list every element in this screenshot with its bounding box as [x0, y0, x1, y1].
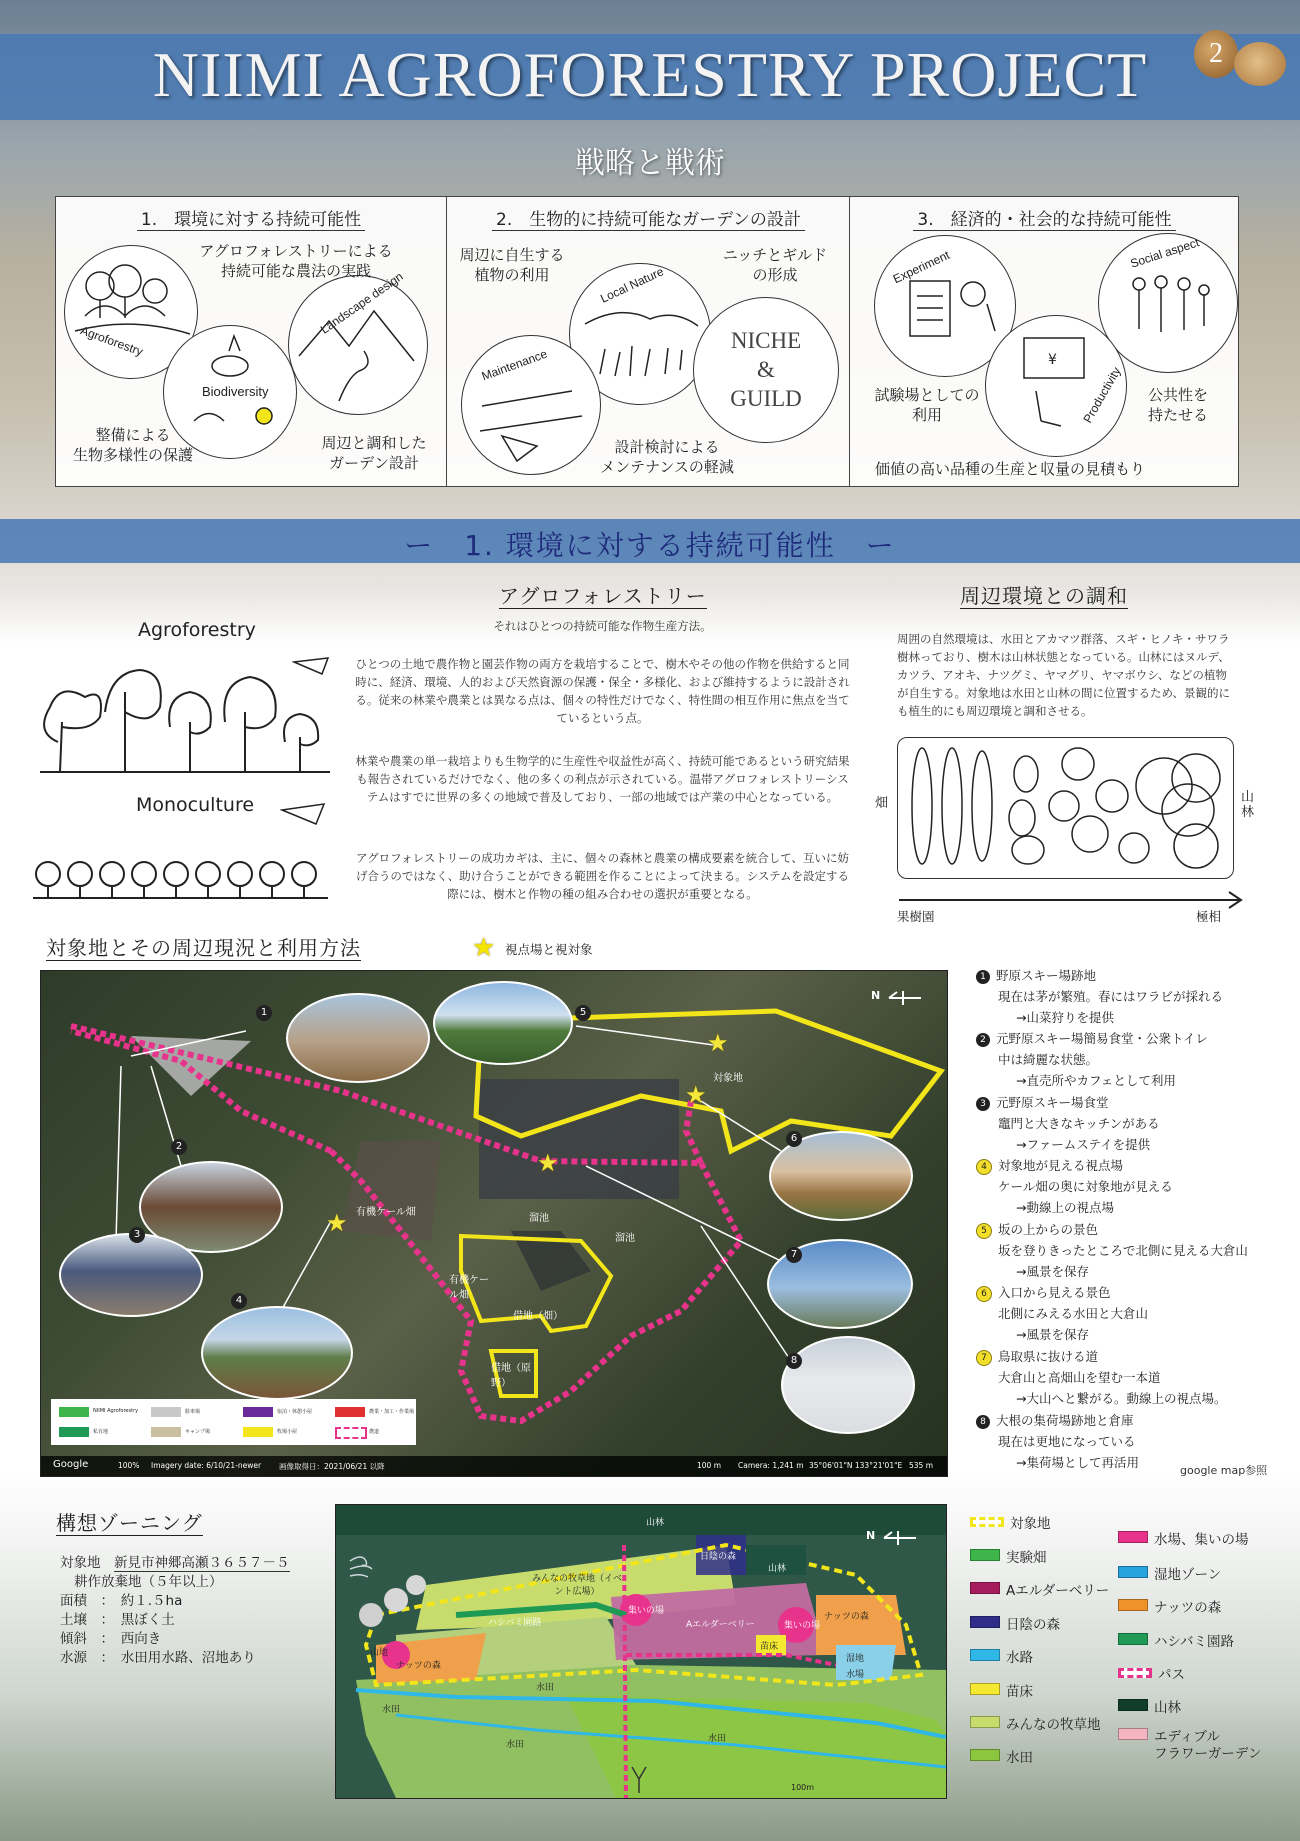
legend-item: エディブル フラワーガーデン	[1118, 1728, 1261, 1763]
caption-experiment: 試験場としての 利用	[874, 386, 980, 424]
zone-label: 山地	[370, 1648, 389, 1658]
marker-7: 7	[786, 1247, 802, 1263]
map-label-target: 対象地	[713, 1073, 743, 1084]
legend-label: NIIMI Agroforestry	[93, 1408, 139, 1414]
monoculture-label: Monoculture	[136, 794, 255, 816]
strategy-panel	[55, 196, 1239, 487]
star-icon: ★	[537, 1149, 559, 1177]
label-social-aspect: Social aspect	[1128, 235, 1201, 271]
legend-label: 駐車場	[185, 1409, 201, 1415]
label-biodiversity: Biodiversity	[202, 384, 269, 399]
legend-item: 日陰の森	[970, 1613, 1060, 1633]
strategy-column-economic	[849, 197, 1239, 486]
site-list-item: 1 野原スキー場跡地 現在は茅が繁殖。春にはワラビが採れる →山菜狩りを提供	[976, 965, 1223, 1028]
legend-label: 私有地	[93, 1429, 109, 1435]
site-list-item: 5 坂の上からの景色 坂を登りきったところで北側に見える大倉山 →風景を保存	[976, 1219, 1248, 1282]
caption-public: 公共性を 持たせる	[1147, 386, 1208, 424]
zone-label: ナッツの森	[396, 1661, 441, 1671]
site-aerial-map[interactable]	[40, 970, 948, 1477]
axis-climax: 極相	[1196, 909, 1222, 924]
photo-8[interactable]	[781, 1336, 915, 1434]
legend-swatch	[335, 1407, 365, 1417]
legend-item: 山林	[1118, 1696, 1181, 1716]
marker-3: 3	[129, 1227, 145, 1243]
zone-label: 湿地	[846, 1654, 865, 1664]
agroforestry-paragraph: ひとつの土地で農作物と園芸作物の両方を栽培することで、樹木やその他の作物を供給すると同時に、経済、環境、人的および天然資源の保護・保全・多様化、および維持するように設計される。従来の林業や農業とは異なる点は、個々の特性だけでなく、特性間の相互作用に焦点を当てているという点。	[355, 657, 850, 725]
zone-label: 山林	[768, 1564, 787, 1574]
label-maintenance: Maintenance	[479, 346, 550, 384]
caption-landscape: 周辺と調和した ガーデン設計	[321, 434, 427, 472]
photo-3[interactable]	[59, 1233, 203, 1317]
section-title: ー 1. 環境に対する持続可能性 ー	[404, 529, 896, 562]
agroforestry-paragraph: 林業や農業の単一栽培よりも生物学的に生産性や収益性が高く、持続可能であるという研究結果も報告されているだけでなく、他の多くの利点が示されている。温帯アグロフォレストリーシステムはすでに世界の多くの地域で普及しており、一部の地域では产業の中心となっている。	[355, 754, 850, 804]
caption-biodiversity: 整備による 生物多様性の保護	[72, 426, 193, 464]
page-title: NIIMI AGROFORESTRY PROJECT	[152, 39, 1148, 110]
legend-label: キャンプ場	[185, 1429, 211, 1435]
legend-item: ナッツの森	[1118, 1596, 1221, 1616]
legend-item: 対象地	[970, 1512, 1051, 1532]
marker-5: 5	[575, 1005, 591, 1021]
map-label-field: 借地（畑）	[513, 1311, 563, 1322]
succession-diagram	[898, 738, 1233, 878]
label-forest: 山林	[1241, 790, 1255, 820]
svg-text:¥: ¥	[1048, 352, 1057, 368]
site-list-item: 4 対象地が見える視点場 ケール畑の奥に対象地が見える →動線上の視点場	[976, 1155, 1173, 1218]
sun-icon	[292, 656, 332, 682]
column-heading: 3. 経済的・社会的な持続可能性	[913, 210, 1175, 231]
label-landscape-design: Landscape design	[317, 269, 406, 337]
north-arrow-icon	[887, 989, 923, 1007]
map-label-pond: 溜池	[615, 1233, 635, 1244]
legend-swatch	[243, 1427, 273, 1437]
zone-label: 日陰の森	[700, 1552, 737, 1562]
niche-guild-circle	[693, 297, 839, 443]
zone-label: 山林	[646, 1518, 665, 1528]
caption-productivity: 価値の高い品種の生産と収量の見積もり	[874, 460, 1145, 478]
marker-2: 2	[171, 1139, 187, 1155]
harmony-diagram	[897, 737, 1234, 879]
monoculture-trees-icon	[28, 856, 333, 904]
column-heading: 2. 生物的に持続可能なガーデンの設計	[492, 210, 805, 231]
caption-agroforestry: アグロフォレストリーによる 持続可能な農法の実践	[199, 242, 393, 280]
legend-label: 農道	[369, 1429, 380, 1435]
agroforestry-heading: アグロフォレストリー	[499, 584, 707, 608]
legend-item: 水場、集いの場	[1118, 1528, 1249, 1548]
legend-item: 苗床	[970, 1680, 1033, 1700]
legend-item: 水田	[970, 1746, 1033, 1766]
agroforestry-lead: それはひとつの持続可能な作物生産方法。	[493, 619, 712, 633]
star-icon: ★	[707, 1029, 729, 1057]
zone-label: 水場	[846, 1670, 865, 1680]
map-label-kale: 有機ケール畑	[356, 1207, 416, 1218]
caption-maintenance: 設計検討による メンテナンスの軽減	[600, 438, 734, 476]
agroforestry-paragraph: アグロフォレストリーの成功カギは、主に、個々の森林と農業の構成要素を統合して、互いに妨げ合うのではなく、助け合うことができる範囲を作ることによって決まる。システムを設定する際には、樹木と作物の種の組み合わせの選択が重要となる。	[355, 851, 850, 901]
zone-label: 集いの場	[628, 1606, 665, 1616]
star-legend-label: 視点場と視対象	[505, 942, 593, 957]
legend-label: 牧場小屋	[277, 1429, 298, 1435]
zone-label: ハシバミ園路	[488, 1618, 542, 1628]
caption-niche: ニッチとギルド の形成	[722, 246, 828, 284]
marker-6: 6	[786, 1131, 802, 1147]
legend-swatch	[335, 1427, 367, 1439]
map-legend	[51, 1399, 416, 1445]
site-list-item: 7 鳥取県に抜ける道 大倉山と高畑山を望む一本道 →大山へと繋がる。動線上の視点場。	[976, 1346, 1226, 1409]
zone-label: みんなの牧草地（イベント広場）	[532, 1574, 623, 1597]
legend-item: パス	[1118, 1663, 1185, 1683]
zone-label: 水田	[382, 1705, 401, 1715]
caption-local-plants: 周辺に自生する 植物の利用	[459, 246, 565, 284]
north-arrow-icon	[882, 1529, 918, 1547]
strategy-column-garden	[446, 197, 850, 486]
north-label: N	[866, 1529, 876, 1542]
landscape-illustration	[288, 269, 428, 415]
zone-label: Aエルダーベリー	[686, 1620, 755, 1630]
legend-item: 水路	[970, 1646, 1033, 1666]
legend-swatch	[151, 1427, 181, 1437]
site-list-item: 3 元野原スキー場食堂 竈門と大きなキッチンがある →ファームステイを提供	[976, 1092, 1160, 1155]
zone-label: 苗床	[760, 1642, 779, 1652]
star-icon: ★	[472, 933, 496, 963]
zone-label: 集いの場	[784, 1621, 821, 1631]
site-heading: 対象地とその周辺現況と利用方法	[46, 936, 361, 960]
walnut-icon	[1234, 42, 1286, 86]
agroforestry-label: Agroforestry	[138, 619, 256, 641]
legend-item: ハシバミ園路	[1118, 1630, 1234, 1650]
strategy-column-environment	[56, 197, 446, 486]
legend-label: 農業・加工・作業場	[369, 1409, 415, 1415]
arrow-icon	[897, 890, 1247, 910]
legend-label: 宿泊・休憩小屋	[277, 1409, 313, 1415]
zone-label: 水田	[708, 1734, 727, 1744]
label-agroforestry: Agroforestry	[78, 323, 145, 359]
marker-8: 8	[786, 1353, 802, 1369]
column-heading: 1. 環境に対する持続可能性	[137, 210, 365, 231]
legend-item: 実験畑	[970, 1546, 1047, 1566]
productivity-illustration	[985, 315, 1127, 457]
niche-label: NICHE	[730, 328, 802, 353]
guild-label: GUILD	[730, 386, 802, 411]
label-productivity: Productivity	[1080, 364, 1124, 426]
north-label: N	[871, 989, 881, 1002]
legend-item: 湿地ゾーン	[1118, 1563, 1221, 1583]
forest-icon	[30, 652, 335, 780]
legend-item: Aエルダーベリー	[970, 1579, 1109, 1599]
site-list-item: 8 大根の集荷場跡地と倉庫 現在は更地になっている →集荷場として再活用	[976, 1410, 1139, 1473]
zone-label: 水田	[506, 1740, 525, 1750]
legend-item: みんなの牧草地	[970, 1713, 1101, 1733]
site-list-item: 2 元野原スキー場簡易食堂・公衆トイレ 中は綺麗な状態。 →直売所やカフェとして利用	[976, 1028, 1208, 1091]
map-footer: Google 100% Imagery date: 6/10/21-newer 画像取得日：2021/06/21 以降 100 m Camera: 1,241 m 35°06'01"N 133°21'01"E 535 m	[41, 1456, 947, 1476]
photo-1[interactable]	[286, 993, 430, 1083]
map-label-field: 借地（原野）	[491, 1363, 531, 1389]
page-number-badge: 2	[1194, 30, 1238, 78]
subtitle: 戦略と戦術	[575, 146, 725, 181]
label-field: 畑	[875, 796, 889, 811]
legend-swatch	[151, 1407, 181, 1417]
photo-5[interactable]	[433, 981, 573, 1065]
label-experiment: Experiment	[890, 247, 952, 287]
marker-4: 4	[231, 1293, 247, 1309]
zone-label: ナッツの森	[824, 1612, 869, 1622]
photo-4[interactable]	[201, 1306, 353, 1400]
zoning-heading: 構想ゾーニング	[56, 1511, 203, 1535]
map-label-pond: 溜池	[529, 1213, 549, 1224]
zoning-map[interactable]	[335, 1504, 947, 1799]
map-credit: google map参照	[1180, 1464, 1268, 1477]
marker-1: 1	[256, 1005, 272, 1021]
zone-label: 水田	[536, 1683, 555, 1693]
ampersand-label: &	[757, 357, 775, 382]
water-icon	[628, 1761, 650, 1795]
label-local-nature: Local Nature	[598, 264, 666, 306]
star-icon: ★	[685, 1081, 707, 1109]
site-list-item: 6 入口から見える景色 北側にみえる水田と大倉山 →風景を保存	[976, 1282, 1148, 1345]
harmony-text: 周囲の自然環境は、水田とアカマツ群落、スギ・ヒノキ・サワラ樹林っており、樹木は山林状態となっている。山林にはヌルデ、カツラ、アオキ、ナツグミ、ヤマグリ、ヤマボウシ、などの植物が自生する。対象地は水田と山林の間に位置するため、景観的にも植生的にも周辺環境と調和させる。	[897, 632, 1231, 718]
wind-icon	[348, 1551, 378, 1581]
zoning-info: 対象地 新見市神郷高瀬３６５７－５ 耕作放棄地（５年以上） 面積 ： 約１.５ha 土壌 ： 黒ぼく土 傾斜 ： 西向き 水源 ： 水田用水路、沼地あり	[60, 1555, 290, 1666]
map-label-kale: 有機ケール畑	[449, 1275, 489, 1301]
sun-icon	[280, 800, 330, 830]
harmony-heading: 周辺環境との調和	[960, 584, 1128, 608]
star-icon: ★	[326, 1209, 348, 1237]
axis-orchard: 果樹園	[897, 909, 935, 924]
legend-swatch	[243, 1407, 273, 1417]
scale-label: 100m	[791, 1783, 815, 1792]
legend-swatch	[59, 1407, 89, 1417]
legend-swatch	[59, 1427, 89, 1437]
